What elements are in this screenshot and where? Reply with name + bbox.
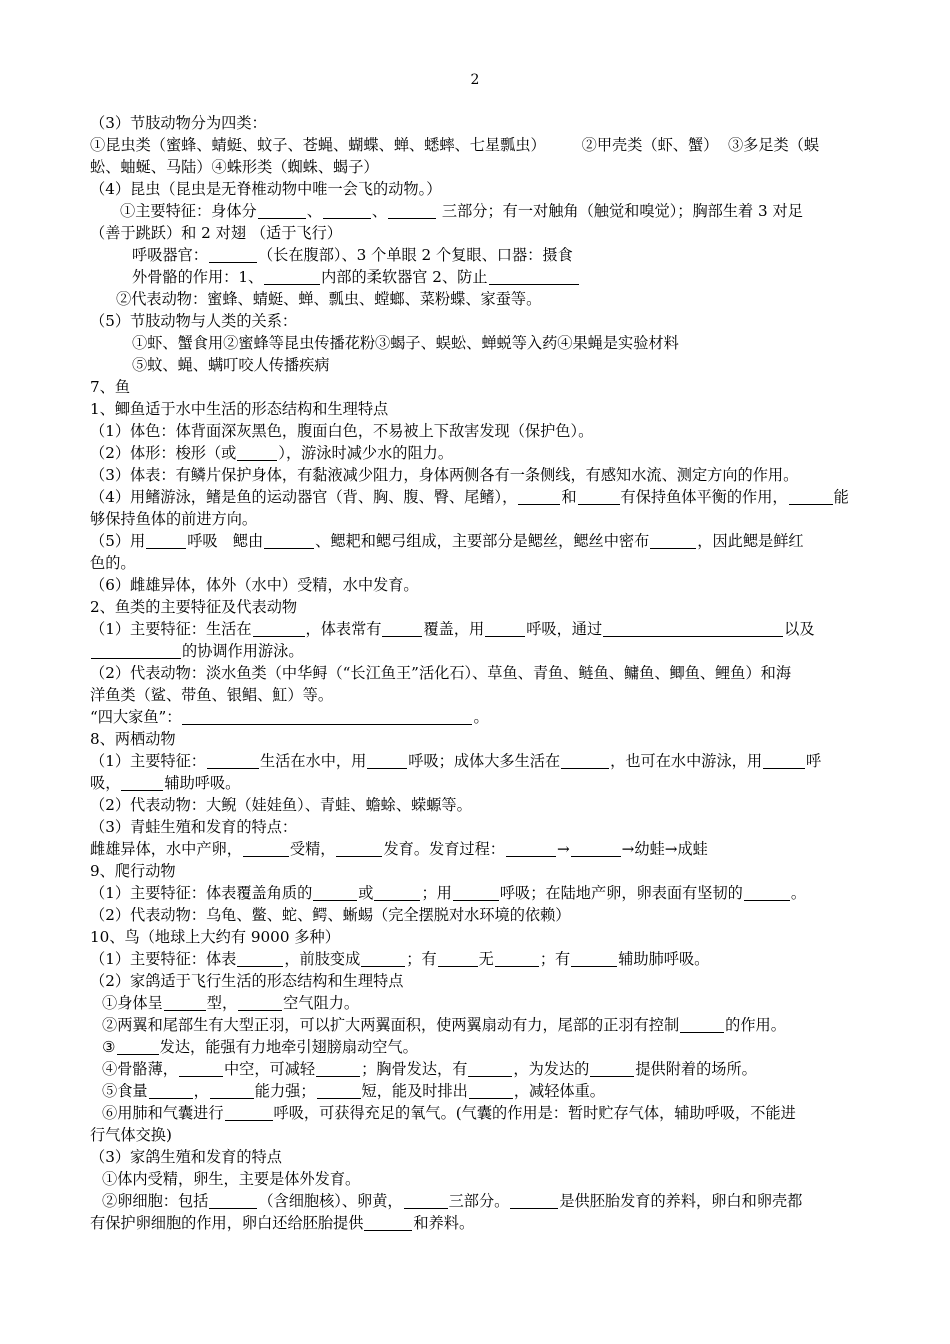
blank-line [510, 1192, 558, 1209]
blank-line [590, 1060, 634, 1077]
text-line: 的协调作用游泳。 [90, 640, 865, 662]
text-line: （2）代表动物：乌龟、鳖、蛇、鳄、蜥蜴（完全摆脱对水环境的依赖） [90, 906, 571, 924]
blank-line [374, 884, 420, 901]
blank-line [237, 950, 283, 967]
blank-line [253, 620, 305, 637]
blank-line [264, 532, 314, 549]
blank-line [238, 994, 282, 1011]
text-line: ⑤食量 ， 能力强； 短，能及时排出 ，减轻体重。 [102, 1082, 605, 1100]
text-line: （3）青蛙生殖和发育的特点： [90, 818, 298, 836]
text-line: （1）体色：体背面深灰黑色，腹面白色，不易被上下敌害发现（保护色）。 [90, 422, 594, 440]
text-line: 够保持鱼体的前进方向。 [90, 510, 258, 528]
text-line: ⑥用肺和气囊进行 呼吸，可获得充足的氧气。(气囊的作用是：暂时贮存气体，辅助呼吸，不能进 [102, 1104, 796, 1122]
blank-line [438, 950, 478, 967]
text-line: ①身体呈 型， 空气阻力。 [102, 994, 360, 1012]
text-line: （3）家鸽生殖和发育的特点 [90, 1148, 282, 1166]
blank-line [179, 1060, 223, 1077]
text-line: ③ 发达，能强有力地牵引翅膀扇动空气。 [102, 1038, 418, 1056]
blank-line [489, 268, 579, 285]
blank-line [117, 1038, 159, 1055]
text-line: ②卵细胞：包括 （含细胞核）、卵黄， 三部分。 是供胚胎发育的养料，卵白和卵壳都 [102, 1192, 803, 1210]
blank-line [469, 1082, 513, 1099]
blank-line [680, 1016, 724, 1033]
blank-line [485, 620, 525, 637]
blank-line [316, 1060, 360, 1077]
text-line: ①主要特征：身体分 、 、 三部分；有一对触角（触觉和嗅觉）；胸部生着 3 对足 [120, 202, 803, 220]
blank-line [367, 752, 407, 769]
blank-line [388, 202, 436, 219]
text-line: 色的。 [90, 554, 136, 572]
text-line: （1）主要特征： 生活在水中，用 呼吸；成体大多生活在 ，也可在水中游泳，用 呼 [90, 752, 822, 770]
blank-line [317, 1082, 361, 1099]
text-line: ②两翼和尾部生有大型正羽，可以扩大两翼面积，使两翼扇动有力，尾部的正羽有控制 的作用。 [102, 1016, 786, 1034]
text-line: （5）节肢动物与人类的关系： [90, 312, 298, 330]
page-number: 2 [470, 72, 480, 88]
text-line: ①昆虫类（蜜蜂、蜻蜓、蚊子、苍蝇、蝴蝶、蝉、蟋蟀、七星瓢虫） ②甲壳类（虾、蟹） ③多足类（蜈 [90, 136, 820, 154]
blank-line [210, 1082, 254, 1099]
text-line: ⑤蚊、蝇、螨叮咬人传播疾病 [132, 356, 330, 374]
text-line: （1）主要特征：生活在 ，体表常有 覆盖，用 呼吸，通过 以及 [90, 620, 815, 638]
blank-line [382, 620, 422, 637]
blank-line [209, 246, 257, 263]
blank-line [258, 202, 306, 219]
text-line: （2）体形：梭形（或 ），游泳时减少水的阻力。 [90, 444, 454, 462]
blank-line [561, 752, 609, 769]
text-line: ④骨骼薄， 中空，可减轻 ；胸骨发达，有 ，为发达的 提供附着的场所。 [102, 1060, 757, 1078]
section-heading: 8、两栖动物 [90, 730, 176, 748]
blank-line [364, 1214, 412, 1231]
text-line: （3）体表：有鳞片保护身体，有黏液减少阻力，身体两侧各有一条侧线，有感知水流、测定方向的作用。 [90, 466, 799, 484]
text-line: （善于跳跃）和 2 对翅 （适于飞行） [90, 224, 342, 242]
text-line: 外骨骼的作用：1、 内部的柔软器官 2、防止 [90, 266, 865, 288]
blank-line [571, 950, 617, 967]
blank-line [518, 488, 560, 505]
section-heading: 10、鸟（地球上大约有 9000 多种） [90, 928, 340, 946]
blank-line [468, 1060, 512, 1077]
document-body [90, 112, 865, 1234]
text-line: “四大家鱼”： 。 [90, 708, 489, 726]
text-line: （2）家鸽适于飞行生活的形态结构和生理特点 [90, 972, 404, 990]
blank-line [744, 884, 790, 901]
text-line: 吸， 辅助呼吸。 [90, 774, 241, 792]
blank-line [121, 774, 163, 791]
text-line: 有保护卵细胞的作用，卵白还给胚胎提供 和养料。 [90, 1214, 475, 1232]
text-line: （3）节肢动物分为四类： [90, 114, 267, 132]
text-line: 洋鱼类（鲨、带鱼、银鲳、魟）等。 [90, 686, 333, 704]
blank-line [361, 950, 405, 967]
section-heading: 7、鱼 [90, 378, 131, 396]
blank-line [571, 840, 621, 857]
blank-line [650, 532, 696, 549]
blank-line [243, 840, 289, 857]
text-line: （1）主要特征：体表覆盖角质的 或 ；用 呼吸；在陆地产卵，卵表面有坚韧的 。 [90, 884, 807, 902]
blank-line [603, 620, 783, 637]
blank-line [264, 268, 320, 285]
blank-line [323, 202, 371, 219]
blank-line [225, 1104, 273, 1121]
text-line: ①体内受精，卵生，主要是体外发育。 [102, 1170, 361, 1188]
text-line: 雌雄异体，水中产卵， 受精， 发育。发育过程： → →幼蛙→成蛙 [90, 840, 708, 858]
blank-line [506, 840, 556, 857]
text-line: （4）用鳍游泳，鳍是鱼的运动器官（背、胸、腹、臀、尾鳍）， 和 有保持鱼体平衡的作用， 能 [90, 488, 849, 506]
blank-line [495, 950, 539, 967]
text-line: 行气体交换) [90, 1126, 172, 1144]
text-line: （2）代表动物：淡水鱼类（中华鲟（“长江鱼王”活化石）、草鱼、青鱼、鲢鱼、鳙鱼、鲫鱼、鲤鱼）和海 [90, 664, 792, 682]
text-line: ②代表动物：蜜蜂、蜻蜓、蝉、瓢虫、螳螂、菜粉蝶、家蚕等。 [116, 290, 542, 308]
blank-line [91, 642, 181, 659]
blank-line [237, 444, 277, 461]
blank-line [453, 884, 499, 901]
text-line: ①虾、蟹食用②蜜蜂等昆虫传播花粉③蝎子、蜈蚣、蝉蜕等入药④果蝇是实验材料 [132, 334, 679, 352]
section-heading: 9、爬行动物 [90, 862, 176, 880]
blank-line [404, 1192, 448, 1209]
text-line: 呼吸器官： （长在腹部）、3 个单眼 2 个复眼、口器：摄食 [132, 246, 573, 264]
blank-line [789, 488, 833, 505]
blank-line [336, 840, 382, 857]
blank-line [182, 708, 472, 725]
blank-line [207, 752, 259, 769]
text-line: （5）用 呼吸 鳃由 、鳃耙和鳃弓组成，主要部分是鳃丝，鳃丝中密布 ，因此鳃是鲜红 [90, 532, 804, 550]
blank-line [209, 1192, 257, 1209]
text-line: （1）主要特征：体表 ，前肢变成 ；有 无 ；有 辅助肺呼吸。 [90, 950, 710, 968]
section-heading: 2、鱼类的主要特征及代表动物 [90, 598, 298, 616]
blank-line [763, 752, 805, 769]
blank-line [149, 1082, 193, 1099]
text-line: （2）代表动物：大鲵（娃娃鱼）、青蛙、蟾蜍、蝾螈等。 [90, 796, 472, 814]
text-line: （6）雌雄异体，体外（水中）受精，水中发育。 [90, 576, 419, 594]
blank-line [146, 532, 186, 549]
text-line: （4）昆虫（昆虫是无脊椎动物中唯一会飞的动物。） [90, 180, 442, 198]
blank-line [578, 488, 620, 505]
blank-line [313, 884, 357, 901]
text-line: 1、鲫鱼适于水中生活的形态结构和生理特点 [90, 400, 389, 418]
text-line: 蚣、蚰蜒、马陆）④蛛形类（蜘蛛、蝎子） [90, 158, 379, 176]
blank-line [164, 994, 206, 1011]
